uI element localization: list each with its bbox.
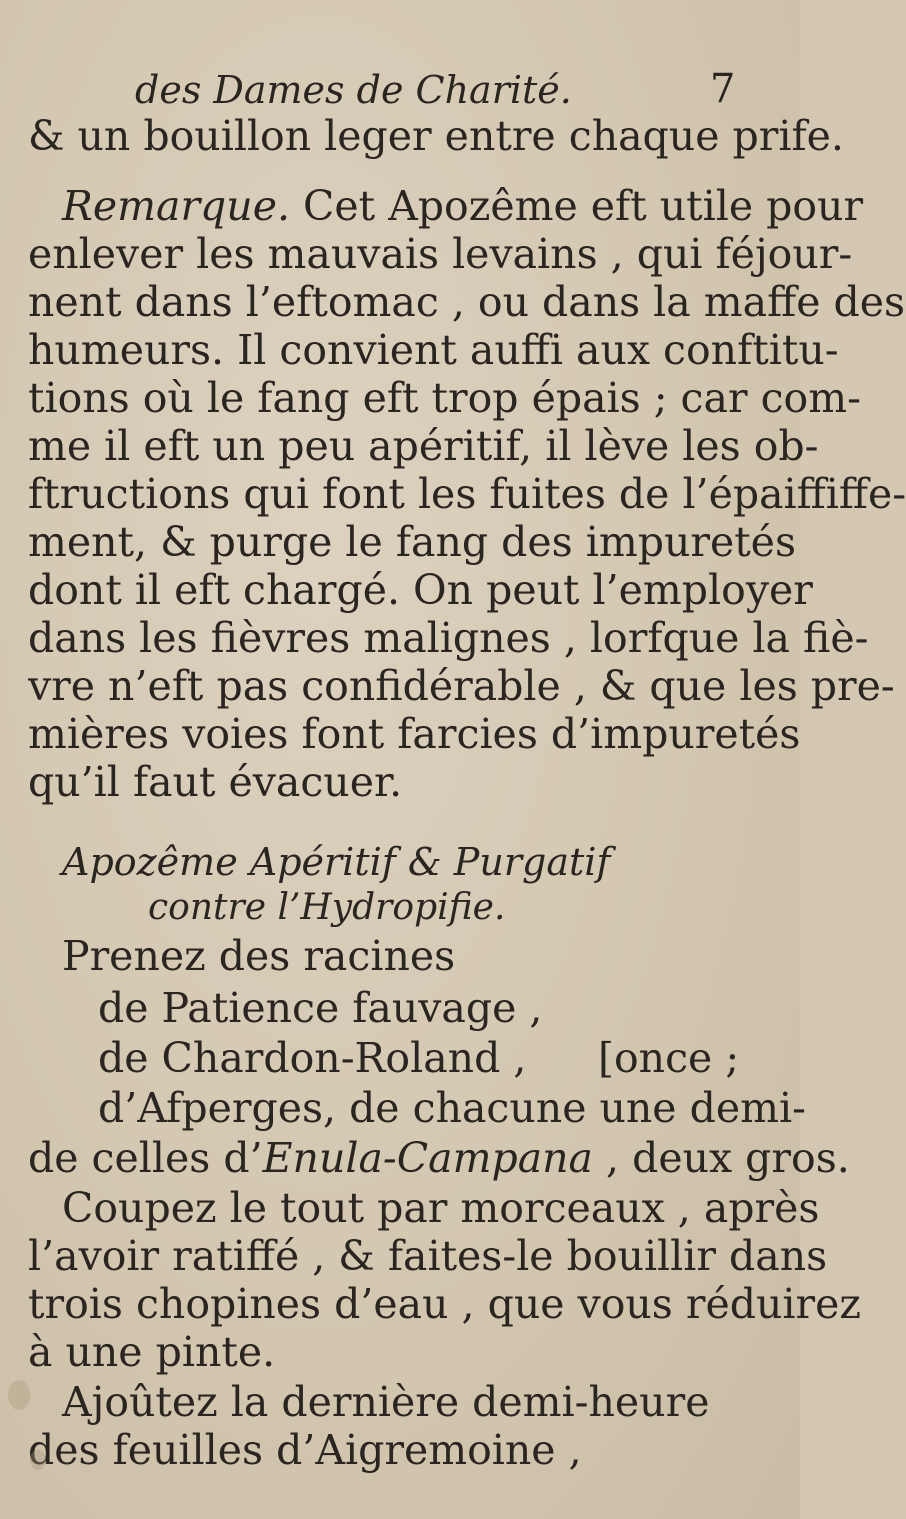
plant-name: Enula-Campana bbox=[262, 1134, 593, 1182]
recipe-line: de Patience fauvage , bbox=[98, 984, 543, 1032]
remarque-line: nent dans l’eftomac , ou dans la maffe des bbox=[28, 278, 906, 326]
remarque-line: qu’il faut évacuer. bbox=[28, 758, 403, 806]
running-title: des Dames de Charité. bbox=[135, 68, 572, 112]
remarque-line-rest: Cet Apozême eft utile pour bbox=[290, 182, 864, 230]
paper-stain bbox=[8, 1380, 30, 1410]
recipe-line bbox=[28, 1134, 850, 1182]
recipe-line-start: de celles d’ bbox=[28, 1134, 263, 1182]
remarque-line: humeurs. Il convient auffi aux conftitu- bbox=[28, 326, 839, 374]
remarque-line bbox=[62, 182, 863, 230]
page-number: 7 bbox=[710, 66, 736, 112]
recipe-line: l’avoir ratiffé , & faites-le bouillir dans bbox=[28, 1232, 828, 1280]
recipe-line: Coupez le tout par morceaux , après bbox=[62, 1184, 820, 1232]
remarque-line: enlever les mauvais levains , qui féjour- bbox=[28, 230, 853, 278]
remarque-line: dans les fièvres malignes , lorfque la fiè- bbox=[28, 614, 869, 662]
remarque-line: mières voies font farcies d’impuretés bbox=[28, 710, 801, 758]
paper-stain bbox=[30, 1450, 46, 1470]
recipe-line: trois chopines d’eau , que vous réduirez bbox=[28, 1280, 861, 1328]
recipe-line: de Chardon-Roland , bbox=[98, 1034, 527, 1082]
continuation-line: & un bouillon leger entre chaque prife. bbox=[28, 112, 844, 160]
recipe-line: des feuilles d’Aigremoine , bbox=[28, 1426, 582, 1474]
remarque-line: vre n’eft pas confidérable , & que les pre- bbox=[28, 662, 895, 710]
recipe-title: Apozême Apéritif & Purgatif bbox=[62, 840, 611, 884]
remarque-line: ftructions qui font les fuites de l’épaiffiffe- bbox=[28, 470, 906, 518]
remarque-line: me il eft un peu apéritif, il lève les ob- bbox=[28, 422, 819, 470]
remarque-line: ment, & purge le fang des impuretés bbox=[28, 518, 796, 566]
recipe-line: d’Afperges, de chacune une demi- bbox=[98, 1084, 806, 1132]
remarque-label: Remarque. bbox=[62, 182, 291, 230]
remarque-line: tions où le fang eft trop épais ; car com- bbox=[28, 374, 861, 422]
recipe-line: à une pinte. bbox=[28, 1328, 276, 1376]
remarque-line: dont il eft chargé. On peut l’employer bbox=[28, 566, 813, 614]
recipe-subtitle: contre l’Hydropifie. bbox=[148, 887, 506, 928]
recipe-line: Prenez des racines bbox=[62, 932, 456, 980]
recipe-line-end: , deux gros. bbox=[593, 1134, 850, 1182]
recipe-line: Ajoûtez la dernière demi-heure bbox=[62, 1378, 710, 1426]
recipe-bracket-note: [once ; bbox=[598, 1034, 740, 1082]
